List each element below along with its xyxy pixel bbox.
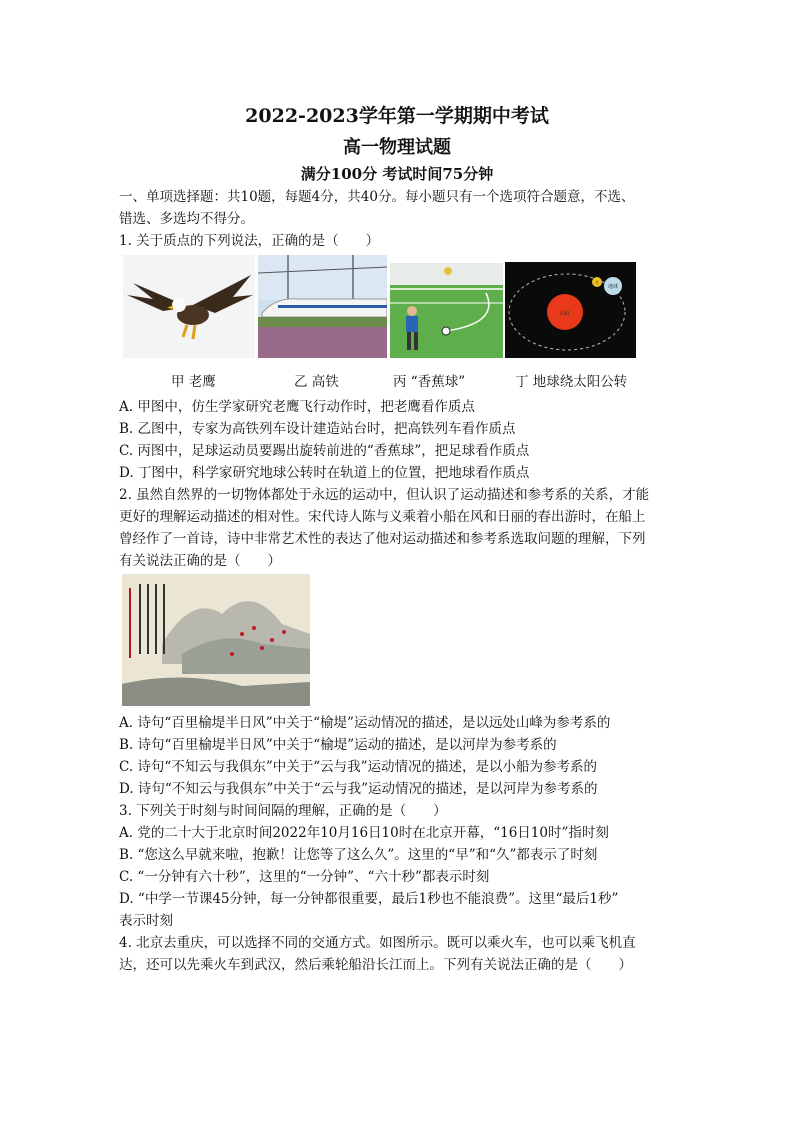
image-caption: 乙 高铁 <box>294 374 339 390</box>
orbit-label-earth: 地球 <box>608 284 619 290</box>
earth-orbit-image <box>505 262 636 358</box>
section-intro-line: 一、单项选择题：共10题，每题4分，共40分。每小题只有一个选项符合题意，不选、 <box>119 189 635 205</box>
question-1-option: C. 丙图中，足球运动员要踢出旋转前进的“香蕉球”，把足球看作质点 <box>119 443 530 459</box>
question-2-stem: 2. 虽然自然界的一切物体都处于永远的运动中，但认识了运动描述和参考系的关系，才能 <box>119 487 650 503</box>
question-1-option: B. 乙图中，专家为高铁列车设计建造站台时，把高铁列车看作质点 <box>119 421 516 437</box>
exam-title: 2022-2023学年第一学期期中考试 <box>245 105 549 127</box>
high-speed-train-image <box>258 255 387 358</box>
question-4-stem: 4. 北京去重庆，可以选择不同的交通方式。如图所示。既可以乘火车，也可以乘飞机直 <box>119 935 636 951</box>
banana-kick-image <box>390 263 503 358</box>
question-2-option: B. 诗句“百里榆堤半日风”中关于“榆堤”运动的描述，是以河岸为参考系的 <box>119 737 557 753</box>
landscape-painting-image <box>122 574 310 706</box>
image-caption: 丁 地球绕太阳公转 <box>515 374 628 390</box>
question-3-option: B. “您这么早就来啦，抱歉！让您等了这么久”。这里的“早”和“久”都表示了时刻 <box>119 847 598 863</box>
question-2-option: C. 诗句“不知云与我俱东”中关于“云与我”运动情况的描述，是以小船为参考系的 <box>119 759 598 775</box>
question-2-stem: 更好的理解运动描述的相对性。宋代诗人陈与义乘着小船在风和日丽的春出游时，在船上 <box>119 509 646 525</box>
question-1-option: A. 甲图中，仿生学家研究老鹰飞行动作时，把老鹰看作质点 <box>119 399 475 415</box>
eagle-image <box>123 255 255 358</box>
question-2-option: D. 诗句“不知云与我俱东”中关于“云与我”运动情况的描述，是以河岸为参考系的 <box>119 781 598 797</box>
orbit-label-sun: 太阳 <box>559 311 570 317</box>
orbit-label-moon: 月 <box>595 280 599 285</box>
question-3-stem: 3. 下列关于时刻与时间间隔的理解，正确的是（ ） <box>119 803 447 819</box>
question-1-stem: 1. 关于质点的下列说法，正确的是（ ） <box>119 233 380 249</box>
image-caption: 甲 老鹰 <box>171 374 216 390</box>
image-caption: 丙 “香蕉球” <box>393 374 466 390</box>
exam-subtitle: 高一物理试题 <box>343 137 451 158</box>
question-4-stem: 达，还可以先乘火车到武汉，然后乘轮船沿长江而上。下列有关说法正确的是（ ） <box>119 957 632 973</box>
question-2-stem: 曾经作了一首诗，诗中非常艺术性的表达了他对运动描述和参考系选取问题的理解，下列 <box>119 531 646 547</box>
question-3-option: A. 党的二十大于北京时间2022年10月16日10时在北京开幕，“16日10时”指时刻 <box>119 825 609 841</box>
question-2-option: A. 诗句“百里榆堤半日风”中关于“榆堤”运动情况的描述，是以远处山峰为参考系的 <box>119 715 611 731</box>
question-1-option: D. 丁图中，科学家研究地球公转时在轨道上的位置，把地球看作质点 <box>119 465 530 481</box>
section-intro-line: 错选、多选均不得分。 <box>119 211 254 227</box>
question-3-option-cont: 表示时刻 <box>119 913 173 929</box>
exam-meta: 满分100分 考试时间75分钟 <box>300 165 494 183</box>
question-3-option: C. “一分钟有六十秒”，这里的“一分钟”、“六十秒”都表示时刻 <box>119 869 490 885</box>
question-3-option: D. “中学一节课45分钟，每一分钟都很重要，最后1秒也不能浪费”。这里“最后1秒” <box>119 891 619 907</box>
question-2-stem: 有关说法正确的是（ ） <box>119 553 281 569</box>
